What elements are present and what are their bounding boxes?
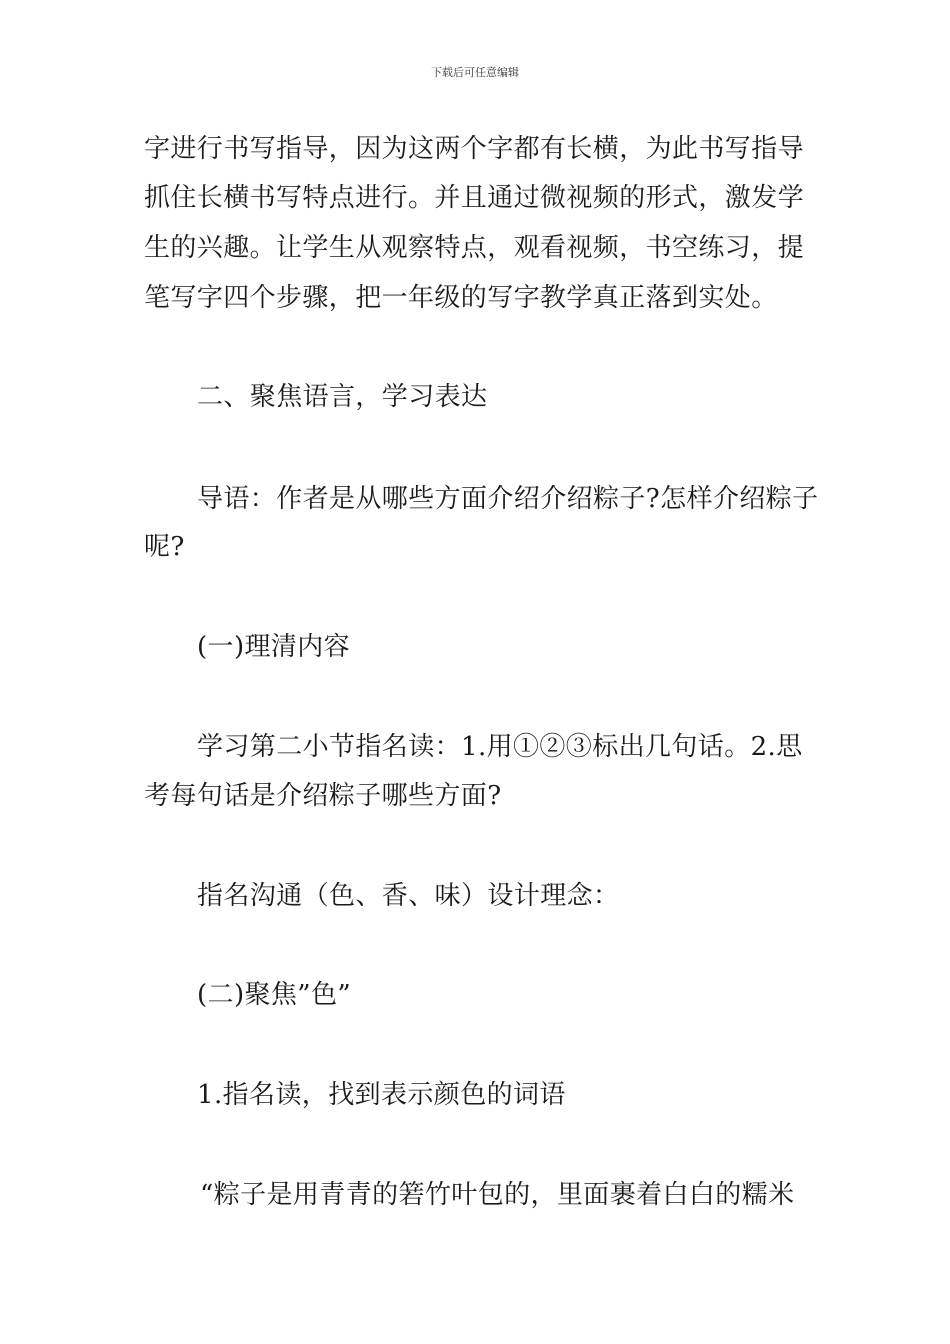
paragraph-line: 字进行书写指导，因为这两个字都有长横，为此书写指导 — [144, 134, 805, 164]
paragraph-line: 考每句话是介绍粽子哪些方面? — [144, 781, 502, 811]
paragraph-line: 抓住长横书写特点进行。并且通过微视频的形式，激发学 — [144, 183, 805, 213]
paragraph-line: 笔写字四个步骤，把一年级的写字教学真正落到实处。 — [144, 283, 778, 313]
quote-line: “粽子是用青青的箬竹叶包的，里面裹着白白的糯米 — [200, 1180, 795, 1210]
list-item: 1.指名读，找到表示颜色的词语 — [197, 1080, 566, 1110]
paragraph-line: 指名沟通（色、香、味）设计理念： — [197, 881, 620, 911]
paragraph-line: 学习第二小节指名读：1.用①②③标出几句话。2.思 — [197, 732, 803, 762]
section-heading: 二、聚焦语言，学习表达 — [197, 382, 488, 412]
paragraph-line: 呢? — [144, 532, 185, 562]
subsection-heading: (二)聚焦”色” — [197, 980, 352, 1010]
subsection-heading: (一)理清内容 — [197, 632, 351, 662]
page-header: 下载后可任意编辑 — [431, 66, 519, 79]
paragraph-line: 生的兴趣。让学生从观察特点，观看视频，书空练习，提 — [144, 233, 805, 263]
paragraph-line: 导语：作者是从哪些方面介绍介绍粽子?怎样介绍粽子 — [197, 484, 819, 514]
